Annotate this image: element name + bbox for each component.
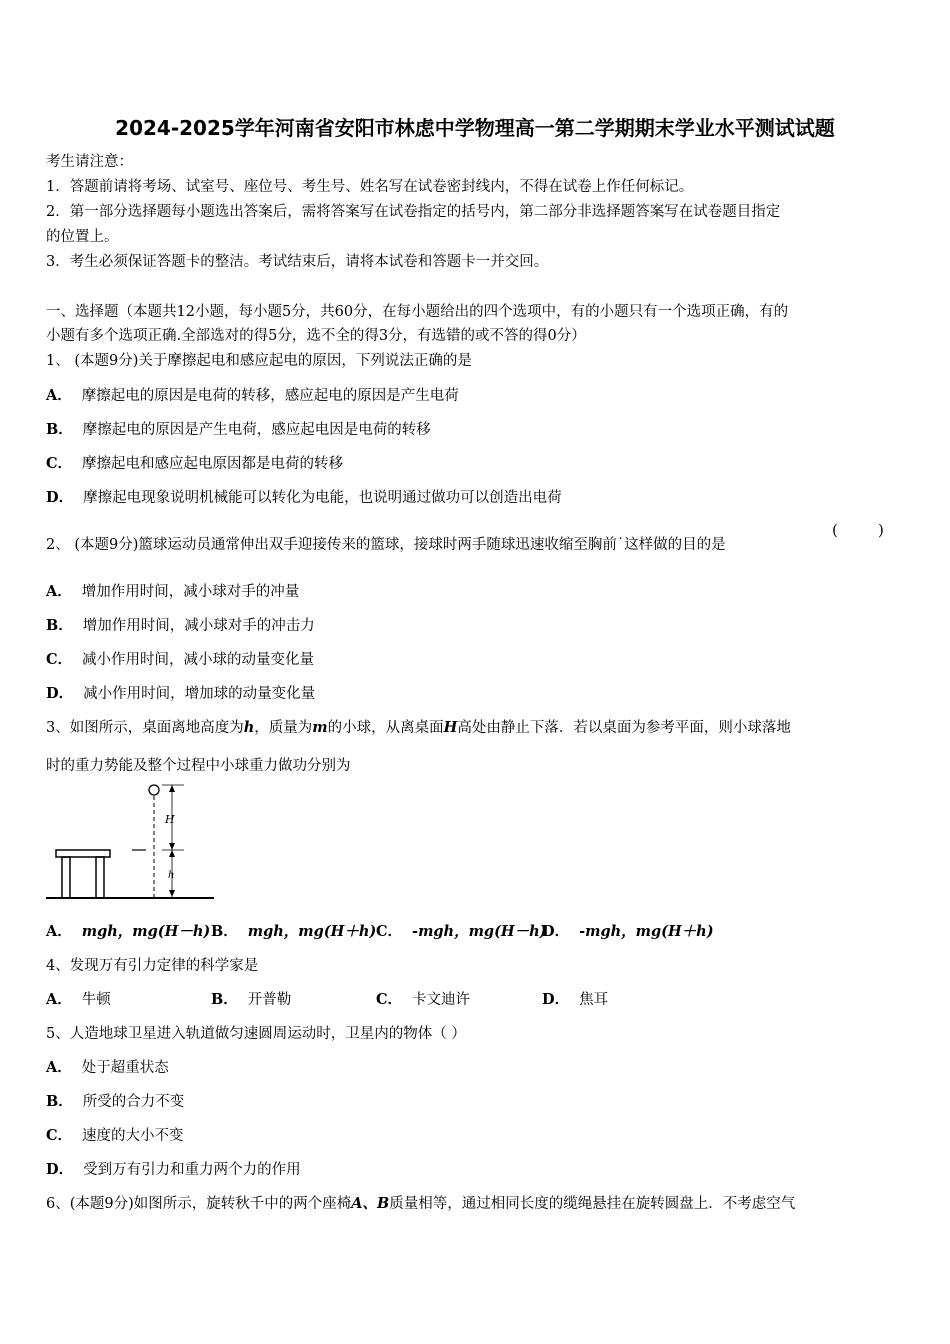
- ball: [149, 785, 159, 795]
- option-text: 摩擦起电和感应起电原因都是电荷的转移: [82, 456, 344, 472]
- option-label: C．: [46, 651, 73, 668]
- arrow-head: [169, 890, 175, 897]
- option-label: B．: [46, 617, 73, 634]
- label-h: h: [168, 870, 175, 881]
- label-H: H: [165, 813, 175, 826]
- option-text: 处于超重状态: [81, 1060, 169, 1076]
- table-leg-left: [62, 857, 70, 898]
- option: [376, 922, 547, 942]
- option: [376, 990, 542, 1010]
- stem-text: 高处由静止下落．若以桌面为参考平面，则小球落地: [457, 720, 791, 736]
- notice-item: 1．答题前请将考场、试室号、座位号、考生号、姓名写在试卷密封线内，不得在试卷上作任何标记。: [46, 179, 694, 195]
- stem-text: 的小球，从离桌面: [327, 720, 444, 736]
- question-4-options: [46, 990, 608, 1010]
- option: [46, 1092, 184, 1112]
- arrow-head: [169, 785, 175, 792]
- stem-text: ，质量为: [254, 720, 313, 736]
- option-text: 增加作用时间，减小球对手的冲量: [81, 584, 300, 600]
- option-text: mgh，mg(H＋h): [247, 923, 377, 940]
- option-text: 摩擦起电现象说明机械能可以转化为电能，也说明通过做功可以创造出电荷: [83, 490, 562, 506]
- option: [46, 1160, 301, 1180]
- option: [46, 386, 459, 406]
- stem-text: 质量相等，通过相同长度的缆绳悬挂在旋转圆盘上．不考虑空气: [389, 1196, 796, 1212]
- stem-text: 6、(本题9分)如图所示，旋转秋千中的两个座椅: [46, 1196, 352, 1212]
- option: [46, 488, 562, 508]
- option: [46, 1126, 184, 1146]
- option-label: B．: [46, 421, 73, 438]
- option-text: mgh，mg(H－h): [81, 923, 211, 940]
- option-text: 增加作用时间，减小球对手的冲击力: [82, 618, 315, 634]
- option: [211, 990, 376, 1010]
- option: [46, 1058, 169, 1078]
- option-text: 卡文迪许: [412, 992, 471, 1008]
- option-label: C．: [46, 1127, 73, 1144]
- option: [46, 616, 315, 636]
- notice-item: 的位置上。: [46, 229, 119, 245]
- option-text: 所受的合力不变: [82, 1094, 185, 1110]
- option-label: C．: [46, 455, 73, 472]
- option: [46, 454, 343, 474]
- notice-heading: 考生请注意：: [46, 154, 133, 170]
- option-text: 开普勒: [247, 992, 292, 1008]
- question-2-stem: 2、 (本题9分)篮球运动员通常伸出双手迎接传来的篮球，接球时两手随球迅速收缩至胸前˙这样做的目的是: [46, 537, 726, 553]
- option-label: C．: [376, 923, 403, 940]
- stem-text: 3、如图所示，桌面离地高度为: [46, 720, 244, 736]
- option-label: B．: [46, 1093, 73, 1110]
- option-label: A．: [46, 923, 72, 940]
- option-label: C．: [376, 991, 403, 1008]
- option-text: -mgh，mg(H－h): [412, 923, 547, 940]
- option-text: 牛顿: [81, 992, 111, 1008]
- question-6-stem: [46, 1194, 795, 1214]
- notice-item: 2．第一部分选择题每小题选出答案后，需将答案写在试卷指定的括号内，第二部分非选择题答案写在试卷题目指定: [46, 204, 781, 220]
- arrow-head: [169, 843, 175, 850]
- notice-item: 3．考生必须保证答题卡的整洁。考试结束后，请将本试卷和答题卡一并交回。: [46, 254, 549, 270]
- option-label: D．: [542, 991, 570, 1008]
- option: [46, 922, 211, 942]
- option: [542, 922, 714, 942]
- option-label: D．: [542, 923, 570, 940]
- option: [46, 420, 431, 440]
- table-leg-right: [96, 857, 104, 898]
- option-label: D．: [46, 1161, 74, 1178]
- option-text: 减小作用时间，增加球的动量变化量: [83, 686, 316, 702]
- option: [46, 990, 211, 1010]
- question-5-stem: 5、人造地球卫星进入轨道做匀速圆周运动时，卫星内的物体（ ）: [46, 1026, 466, 1042]
- option-label: D．: [46, 685, 74, 702]
- option: [46, 650, 314, 670]
- question-4-stem: 4、发现万有引力定律的科学家是: [46, 958, 259, 974]
- option-label: A．: [46, 991, 72, 1008]
- option: [211, 922, 376, 942]
- page-title: 2024-2025学年河南省安阳市林虑中学物理高一第二学期期末学业水平测试试题: [115, 116, 835, 140]
- variable-H: H: [443, 719, 458, 736]
- section-heading-cont: 小题有多个选项正确.全部选对的得5分，选不全的得3分，有选错的或不答的得0分）: [46, 328, 586, 344]
- question-3-stem-cont: 时的重力势能及整个过程中小球重力做功分别为: [46, 758, 351, 774]
- answer-bracket-close: ): [878, 521, 884, 539]
- option-text: 焦耳: [579, 992, 609, 1008]
- option-label: B．: [211, 923, 238, 940]
- section-heading: 一、选择题（本题共12小题，每小题5分，共60分，在每小题给出的四个选项中，有的小题只有一个选项正确，有的: [46, 304, 789, 320]
- question-3-stem: [46, 718, 791, 738]
- arrow-head: [169, 850, 175, 857]
- option-text: 受到万有引力和重力两个力的作用: [83, 1162, 301, 1178]
- option-label: D．: [46, 489, 74, 506]
- variable-m: m: [312, 719, 328, 736]
- option: [542, 990, 608, 1010]
- option-text: 摩擦起电的原因是产生电荷，感应起电因是电荷的转移: [82, 422, 431, 438]
- option-label: A．: [46, 1059, 72, 1076]
- option: [46, 684, 315, 704]
- table-top: [56, 850, 110, 857]
- option-text: 速度的大小不变: [82, 1128, 184, 1144]
- option-text: 减小作用时间，减小球的动量变化量: [82, 652, 315, 668]
- option: [46, 582, 299, 602]
- table-ball-figure: [44, 780, 216, 904]
- option-label: A．: [46, 583, 72, 600]
- variable-h: h: [243, 719, 255, 736]
- option-text: 摩擦起电的原因是电荷的转移，感应起电的原因是产生电荷: [81, 388, 459, 404]
- option-text: -mgh，mg(H＋h): [579, 923, 714, 940]
- answer-bracket-open: (: [832, 521, 838, 539]
- option-label: A．: [46, 387, 72, 404]
- question-1-stem: 1、 (本题9分)关于摩擦起电和感应起电的原因，下列说法正确的是: [46, 353, 472, 369]
- variable-AB: A、B: [351, 1195, 390, 1212]
- question-3-options: [46, 922, 714, 942]
- option-label: B．: [211, 991, 238, 1008]
